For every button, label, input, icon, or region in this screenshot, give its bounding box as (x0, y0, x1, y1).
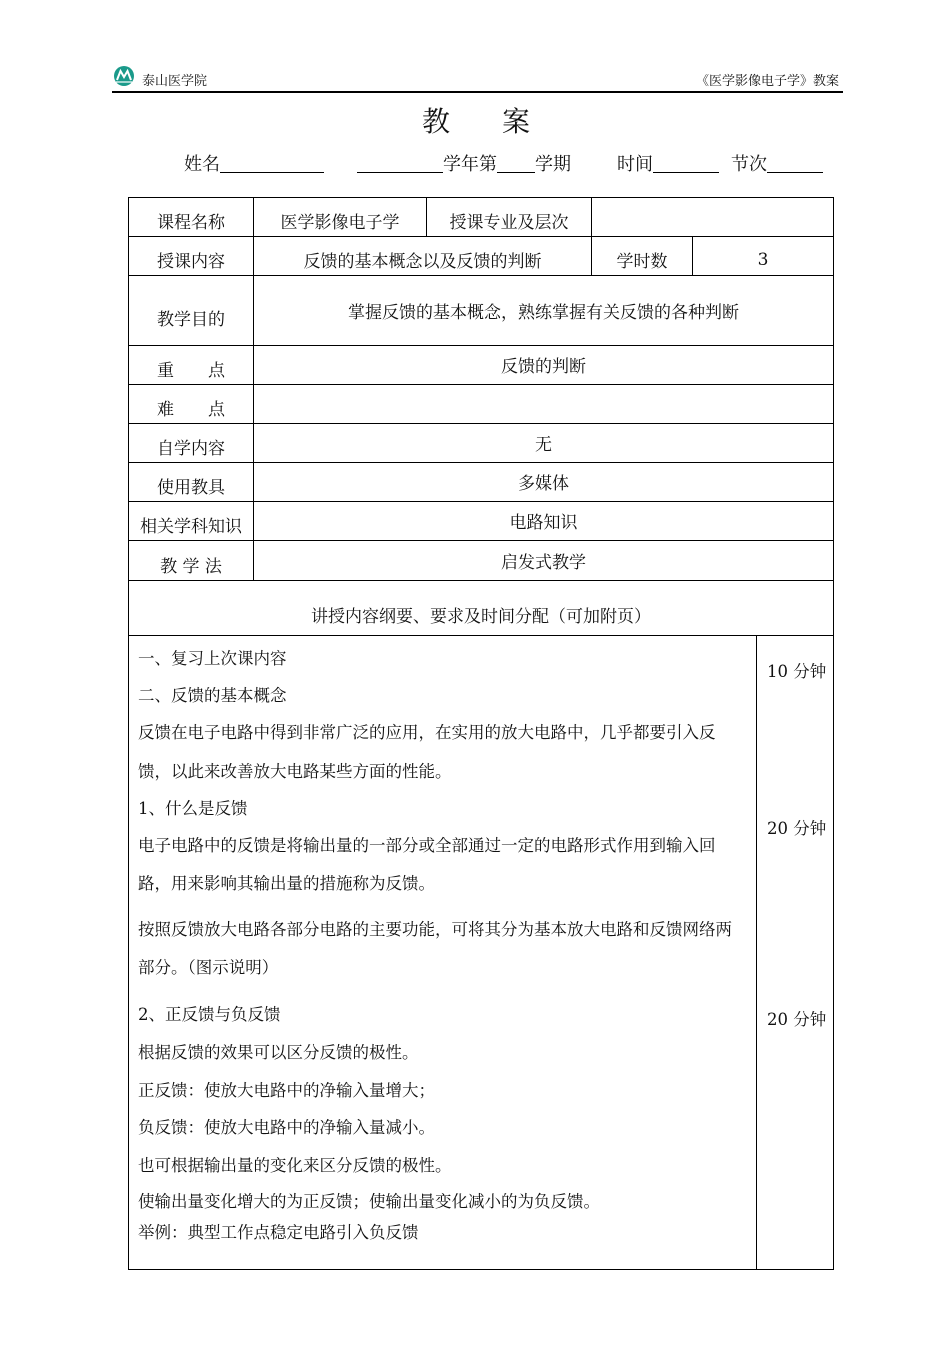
body-line: 1、什么是反馈 (138, 799, 248, 818)
body-line: 使输出量变化增大的为正反馈；使输出量变化减小的为负反馈。 (138, 1192, 600, 1211)
content-label: 授课内容 (157, 252, 225, 272)
page-title: 教案 (421, 105, 582, 138)
key-label: 重 点 (157, 361, 225, 381)
major-value[interactable] (592, 201, 833, 239)
body-line: 正反馈：使放大电路中的净输入量增大； (138, 1081, 435, 1100)
course-header: 《医学影像电子学》教案 (695, 74, 839, 89)
major-label: 授课专业及层次 (449, 212, 569, 233)
selfstudy-label: 自学内容 (157, 439, 225, 459)
lesson-plan-table (128, 197, 834, 1270)
body-line: 2、正反馈与负反馈 (138, 1005, 281, 1024)
body-line: 根据反馈的效果可以区分反馈的极性。 (138, 1043, 419, 1062)
hours-label: 学时数 (616, 252, 668, 272)
body-line: 馈，以此来改善放大电路某些方面的性能。 (138, 762, 452, 781)
outline-header: 讲授内容纲要、要求及时间分配（可加附页） (311, 606, 651, 627)
info-name (184, 150, 324, 176)
body-line: 部分。（图示说明） (138, 958, 279, 977)
body-line: 二、反馈的基本概念 (138, 686, 287, 705)
body-line: 按照反馈放大电路各部分电路的主要功能，可将其分为基本放大电路和反馈网络两 (138, 920, 732, 939)
info-period (731, 150, 823, 176)
body-line: 反馈在电子电路中得到非常广泛的应用，在实用的放大电路中，几乎都要引入反 (138, 723, 716, 742)
body-line: 负反馈：使放大电路中的净输入量减小。 (138, 1118, 435, 1137)
tools-label: 使用教具 (157, 478, 225, 498)
col-line (756, 635, 757, 1269)
time-label: 时间 (617, 154, 653, 175)
goal-value: 掌握反馈的基本概念，熟练掌握有关反馈的各种判断 (348, 302, 739, 323)
body-line: 路，用来影响其输出量的措施称为反馈。 (138, 874, 435, 893)
year-label: 学年第 (443, 154, 497, 175)
info-time (617, 150, 719, 176)
goal-label: 教学目的 (157, 309, 225, 330)
term-label: 学期 (535, 154, 571, 175)
time-blank[interactable] (653, 156, 719, 173)
content-value: 反馈的基本概念以及反馈的判断 (303, 252, 542, 272)
info-year (357, 150, 571, 176)
school-name: 泰山医学院 (142, 74, 208, 89)
time-allocation: 10 分钟 (767, 662, 827, 681)
selfstudy-value: 无 (535, 435, 552, 455)
method-label: 教 学 法 (160, 556, 222, 577)
name-blank[interactable] (220, 156, 324, 173)
body-line: 一、复习上次课内容 (138, 649, 287, 668)
related-label: 相关学科知识 (140, 517, 242, 537)
tools-value: 多媒体 (518, 474, 569, 494)
body-line: 电子电路中的反馈是将输出量的一部分或全部通过一定的电路形式作用到输入回 (138, 836, 716, 855)
school-logo-icon (112, 65, 136, 87)
difficulty-value (254, 384, 833, 423)
period-label: 节次 (731, 154, 767, 175)
year-blank[interactable] (357, 156, 443, 173)
name-label: 姓名 (184, 154, 220, 175)
course-name-label: 课程名称 (157, 212, 225, 233)
time-allocation: 20 分钟 (767, 1010, 827, 1029)
body-line: 举例：典型工作点稳定电路引入负反馈 (138, 1223, 419, 1242)
course-name-value: 医学影像电子学 (280, 212, 400, 233)
term-blank[interactable] (497, 156, 535, 173)
method-value: 启发式教学 (501, 552, 586, 573)
key-value: 反馈的判断 (501, 357, 586, 377)
period-blank[interactable] (767, 156, 823, 173)
difficulty-label: 难 点 (157, 400, 225, 420)
body-line: 也可根据输出量的变化来区分反馈的极性。 (138, 1156, 452, 1175)
time-allocation: 20 分钟 (767, 819, 827, 838)
related-value: 电路知识 (509, 513, 578, 533)
hours-value: 3 (757, 249, 769, 270)
page-header (112, 64, 843, 93)
